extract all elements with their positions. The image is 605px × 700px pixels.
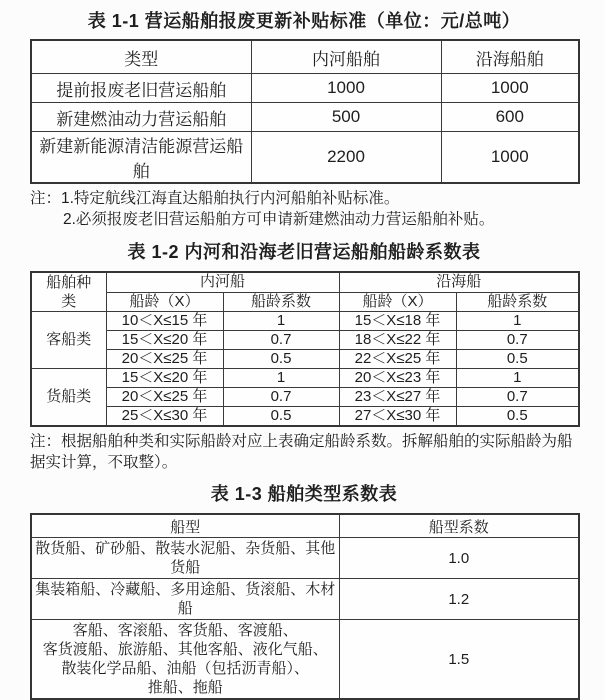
table2-cell-coastal-age: 15＜X≤18 年 xyxy=(339,312,456,331)
table2-cell-coastal-age: 18＜X≤22 年 xyxy=(339,331,456,350)
table2-cell-inland-coef: 0.5 xyxy=(223,407,339,427)
table2-header-category-line1: 船舶种 xyxy=(46,274,92,291)
table2-cell-coastal-coef: 0.5 xyxy=(456,407,579,427)
table1-header-inland: 内河船舶 xyxy=(251,40,441,74)
table1-cell-inland-value: 500 xyxy=(251,103,441,132)
table1-header-type: 类型 xyxy=(31,40,251,74)
table3-cell-coef: 1.2 xyxy=(339,579,579,620)
table2-cell-coastal-coef: 0.7 xyxy=(456,331,579,350)
table3-row xyxy=(31,538,579,579)
table3-type-line: 推船、拖船 xyxy=(147,679,223,696)
table2-cell-coastal-coef: 0.5 xyxy=(456,350,579,369)
table2-row xyxy=(31,350,579,369)
table2-cell-inland-coef: 0.7 xyxy=(223,388,339,407)
table3-type-line: 客货渡船、旅游船、其他客船、液化气船、 xyxy=(42,641,328,658)
table1-cell-coastal-value: 1000 xyxy=(441,74,579,103)
table2-cell-coastal-age: 27＜X≤30 年 xyxy=(339,407,456,427)
table2-cell-coastal-age: 23＜X≤27 年 xyxy=(339,388,456,407)
table1-note-line2: 2.必须报废老旧营运船舶方可申请新建燃油动力营运船舶补贴。 xyxy=(63,211,495,228)
table2-row xyxy=(31,369,579,388)
table2-cell-coastal-age: 22＜X≤25 年 xyxy=(339,350,456,369)
table2-subheader-coastal-age: 船龄（X） xyxy=(339,292,456,312)
table2-cell-inland-age: 15＜X≤20 年 xyxy=(106,331,223,350)
table1-row xyxy=(31,74,579,103)
table3-header-coef: 船型系数 xyxy=(339,514,579,538)
table2-cell-inland-coef: 0.5 xyxy=(223,350,339,369)
table3-header-type: 船型 xyxy=(31,514,339,538)
table1-cell-category: 新建新能源清洁能源营运船舶 xyxy=(31,132,251,184)
table1-subsidy-standards xyxy=(30,39,580,184)
table1-row xyxy=(31,132,579,184)
table2-note-line1: 注：根据船舶种类和实际船龄对应上表确定船龄系数。拆解船舶的实际船龄为船 xyxy=(30,433,573,450)
table3-type-line: 船 xyxy=(177,600,193,617)
table3-cell-types xyxy=(31,620,339,700)
table1-cell-category: 新建燃油动力营运船舶 xyxy=(31,103,251,132)
table1-cell-inland-value: 2200 xyxy=(251,132,441,184)
table2-cell-coastal-coef: 1 xyxy=(456,312,579,331)
table3-type-line: 集装箱船、冷藏船、多用途船、货滚船、木材 xyxy=(35,581,336,598)
table3-title: 表 1-3 船舶类型系数表 xyxy=(210,484,398,504)
table1-notes xyxy=(30,188,578,230)
table2-header-coastal-group: 沿海船 xyxy=(339,272,579,292)
table2-title: 表 1-2 内河和沿海老旧营运船舶船龄系数表 xyxy=(127,242,481,262)
table2-cell-inland-age: 20＜X≤25 年 xyxy=(106,388,223,407)
table2-subheader-inland-age: 船龄（X） xyxy=(106,292,223,312)
table3-cell-coef: 1.0 xyxy=(339,538,579,579)
table3-header-row xyxy=(31,514,579,538)
table2-cell-inland-coef: 1 xyxy=(223,312,339,331)
table2-row xyxy=(31,331,579,350)
table2-sub-header-row xyxy=(31,292,579,312)
table1-note-line1: 注：1.特定航线江海直达船舶执行内河船舶补贴标准。 xyxy=(30,190,400,207)
table3-cell-coef: 1.5 xyxy=(339,620,579,700)
table1-cell-category: 提前报废老旧营运船舶 xyxy=(31,74,251,103)
table2-cell-inland-age: 25＜X≤30 年 xyxy=(106,407,223,427)
table3-cell-types xyxy=(31,579,339,620)
table2-subheader-coastal-coef: 船龄系数 xyxy=(456,292,579,312)
table3-type-line: 散货船、矿砂船、散装水泥船、杂货船、其他 xyxy=(35,540,336,557)
table2-cell-inland-age: 15＜X≤20 年 xyxy=(106,369,223,388)
table2-cell-inland-age: 10＜X≤15 年 xyxy=(106,312,223,331)
table3-type-line: 客船、客滚船、客货船、客渡船、 xyxy=(72,622,298,639)
table2-cell-inland-coef: 1 xyxy=(223,369,339,388)
table2-subheader-inland-coef: 船龄系数 xyxy=(223,292,339,312)
table2-cell-coastal-age: 20＜X≤23 年 xyxy=(339,369,456,388)
table2-category-passenger: 客船类 xyxy=(31,312,106,369)
table1-cell-coastal-value: 1000 xyxy=(441,132,579,184)
table2-cell-inland-age: 20＜X≤25 年 xyxy=(106,350,223,369)
table2-cell-coastal-coef: 1 xyxy=(456,369,579,388)
table2-row xyxy=(31,312,579,331)
table2-ship-age-coefficients xyxy=(30,271,580,427)
table1-cell-coastal-value: 600 xyxy=(441,103,579,132)
table3-type-line: 散装化学品船、油船（包括沥青船）、 xyxy=(61,660,309,677)
table3-row xyxy=(31,620,579,700)
table1-header-row xyxy=(31,40,579,74)
table3-ship-type-coefficients xyxy=(30,513,580,700)
table2-note-line2: 据实计算，不取整）。 xyxy=(30,454,178,471)
table2-category-cargo: 货船类 xyxy=(31,369,106,427)
table2-notes xyxy=(30,431,578,473)
table3-row xyxy=(31,579,579,620)
table3-cell-types xyxy=(31,538,339,579)
table2-group-header-row xyxy=(31,272,579,292)
table2-header-category xyxy=(31,272,106,312)
table2-cell-coastal-coef: 0.7 xyxy=(456,388,579,407)
table2-cell-inland-coef: 0.7 xyxy=(223,331,339,350)
table3-type-line: 货船 xyxy=(170,559,201,576)
table2-header-category-line2: 类 xyxy=(61,293,77,310)
table1-title: 表 1-1 营运船舶报废更新补贴标准（单位：元/总吨） xyxy=(87,11,521,31)
table1-cell-inland-value: 1000 xyxy=(251,74,441,103)
table2-row xyxy=(31,407,579,427)
table1-row xyxy=(31,103,579,132)
table2-header-inland-group: 内河船 xyxy=(106,272,339,292)
table1-header-coastal: 沿海船舶 xyxy=(441,40,579,74)
table2-row xyxy=(31,388,579,407)
